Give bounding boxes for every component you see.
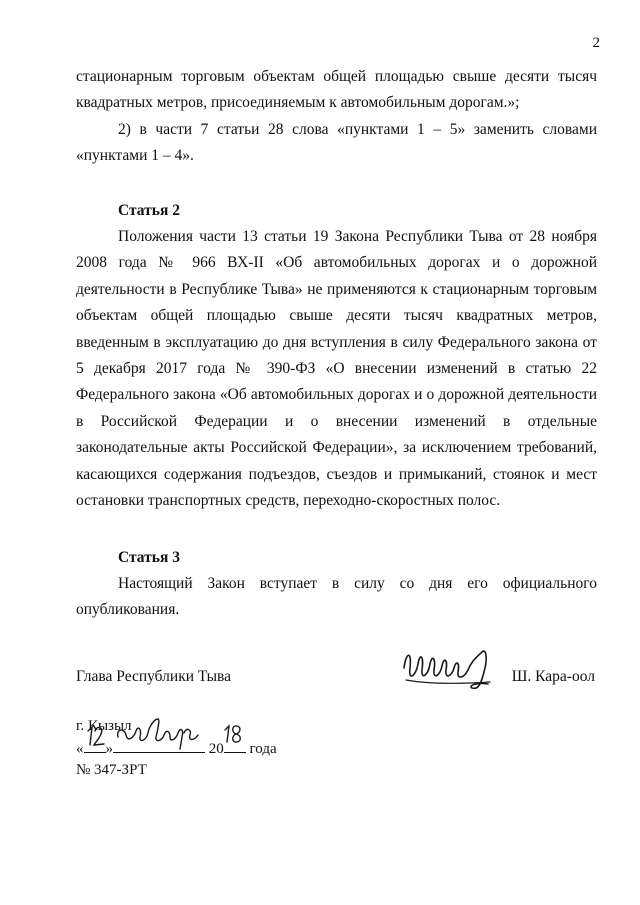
handwritten-month: [114, 715, 204, 751]
spacer: [76, 515, 597, 545]
handwritten-year: [221, 722, 243, 746]
article-2-text: Положения части 13 статьи 19 Закона Республики Тыва от 28 ноября 2008 года № 966 ВХ-II «Об автомобильных дорогах и о дорожной деятельности в Республике Тыва» не применяются к стационарным торговым объектам общей площадью свыше десяти тысяч квадратных метров, введенным в эксплуатацию до дня вступления в силу Федерального закона от 5 декабря 2017 года № 390-ФЗ «О внесении изменений в статью 22 Федерального закона «Об автомобильных дорогах и о дорожной деятельности в Российской Федерации и о внесении изменений в отдельные законодательные акты Российской Федерации», за исключением требований, касающихся содержания подъездов, съездов и примыканий, стоянок и мест остановки транспортных средств, переходно-скоростных полос.: [76, 228, 597, 510]
law-number: № 347-ЗРТ: [76, 762, 147, 778]
signatory-title: Глава Республики Тыва: [76, 668, 232, 685]
year-prefix: 20: [208, 741, 224, 757]
date-line: [76, 737, 277, 760]
signature-row: [76, 664, 597, 694]
paragraph-amendment-2: 2) в части 7 статьи 28 слова «пунктами 1 – 5» заменить словами «пунктами 1 – 4».: [76, 120, 597, 165]
signatory-name: Ш. Кара-оол: [511, 668, 595, 685]
document-meta: [76, 716, 277, 781]
paragraph-continuation: стационарным торговым объектам общей площадью свыше десяти тысяч квадратных метров, присоединяемым к автомобильным дорогам.»;: [76, 68, 597, 112]
city-line: г. Кызыл: [76, 718, 132, 734]
quote-open: «: [76, 741, 84, 757]
document-body: [76, 64, 597, 624]
handwritten-signature: [398, 638, 498, 694]
quote-close: »: [105, 741, 113, 757]
article-2-heading: Статья 2: [118, 201, 180, 219]
page-number: 2: [592, 35, 600, 51]
spacer: [76, 170, 597, 198]
article-3-heading: Статья 3: [118, 548, 180, 566]
year-word: года: [249, 741, 277, 757]
handwritten-day: [84, 721, 106, 749]
article-3-text: Настоящий Закон вступает в силу со дня его официального опубликования.: [76, 574, 597, 619]
